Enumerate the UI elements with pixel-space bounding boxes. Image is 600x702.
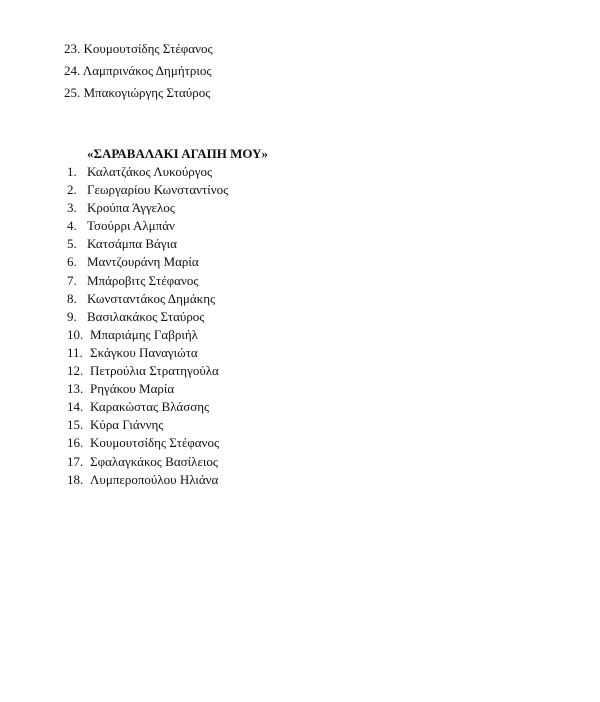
list-item-name: Πετρούλια Στρατηγούλα: [90, 363, 219, 379]
list-item-name: Κρούπα Άγγελος: [87, 200, 175, 216]
list-item-name: Λυμπεροπούλου Ηλιάνα: [90, 471, 219, 487]
list-item-name: Σφαλαγκάκος Βασίλειος: [90, 453, 219, 469]
list-item: [67, 363, 228, 379]
list-item: [64, 85, 213, 101]
list-item: [67, 399, 228, 415]
list-item-name: Μπάροβιτς Στέφανος: [87, 272, 199, 288]
continued-name-list: [64, 41, 213, 107]
list-item-name: Κουμουτσίδης Στέφανος: [83, 41, 213, 56]
list-item-name: Καρακώστας Βλάσσης: [90, 399, 210, 415]
list-item: [67, 254, 228, 270]
list-item-name: Γεωργαρίου Κωνσταντίνος: [87, 182, 229, 198]
list-item-number: 1.: [67, 164, 77, 179]
list-item-name: Ρηγάκου Μαρία: [90, 381, 175, 397]
list-item-name: Μαντζουράνη Μαρία: [87, 254, 199, 270]
list-item-number: 16.: [67, 435, 84, 451]
list-item-name: Τσούρρι Αλμπάν: [87, 218, 175, 234]
list-item: [67, 164, 228, 180]
list-item: [67, 472, 228, 488]
list-item-number: 6.: [67, 254, 77, 270]
list-item-number: 23.: [64, 41, 84, 56]
list-item-name: Κύρα Γιάννης: [90, 417, 164, 433]
list-item-number: 10.: [67, 326, 84, 342]
list-item: [67, 236, 228, 252]
list-item-number: 2.: [67, 182, 77, 198]
list-item-number: 15.: [67, 417, 84, 433]
list-item: [67, 417, 228, 433]
list-item-number: 17.: [67, 453, 84, 469]
list-item: [64, 63, 213, 79]
list-item-number: 9.: [67, 308, 77, 324]
list-item-number: 14.: [67, 399, 84, 415]
list-item: [67, 454, 228, 470]
list-item: [67, 381, 228, 397]
list-item-name: Βασιλακάκος Σταύρος: [87, 308, 205, 324]
list-item-name: Καλατζάκος Λυκούργος: [87, 164, 213, 179]
list-item-number: 5.: [67, 236, 77, 252]
list-item-name: Μπακογιώργης Σταύρος: [83, 85, 211, 100]
list-item-number: 3.: [67, 200, 77, 216]
list-item-name: Κωνσταντάκος Δημάκης: [87, 290, 216, 306]
list-item-name: Σκάγκου Παναγιώτα: [90, 344, 198, 360]
list-item-number: 4.: [67, 218, 77, 234]
list-item: [67, 200, 228, 216]
list-item-number: 12.: [67, 363, 84, 379]
list-item-number: 13.: [67, 381, 84, 397]
list-item: [67, 291, 228, 307]
list-item: [67, 309, 228, 325]
list-item-number: 8.: [67, 290, 77, 306]
list-item-number: 25.: [64, 85, 84, 100]
list-item-number: 24.: [64, 63, 83, 78]
list-item: [64, 41, 213, 57]
list-item: [67, 345, 228, 361]
list-item: [67, 218, 228, 234]
list-item-number: 7.: [67, 272, 77, 288]
list-item: [67, 182, 228, 198]
list-item-name: Κουμουτσίδης Στέφανος: [90, 435, 220, 451]
name-list: [67, 164, 228, 490]
list-item-name: Κατσάμπα Βάγια: [87, 236, 177, 252]
list-item: [67, 273, 228, 289]
list-item: [67, 435, 228, 451]
list-item: [67, 327, 228, 343]
section-title: «ΣΑΡΑΒΑΛΑΚΙ ΑΓΑΠΗ ΜΟΥ»: [87, 146, 269, 161]
list-item-name: Μπαριάμης Γαβριήλ: [90, 326, 198, 342]
list-item-name: Λαμπρινάκος Δημήτριος: [82, 63, 212, 78]
list-item-number: 18.: [67, 471, 84, 487]
list-item-number: 11.: [67, 344, 83, 360]
